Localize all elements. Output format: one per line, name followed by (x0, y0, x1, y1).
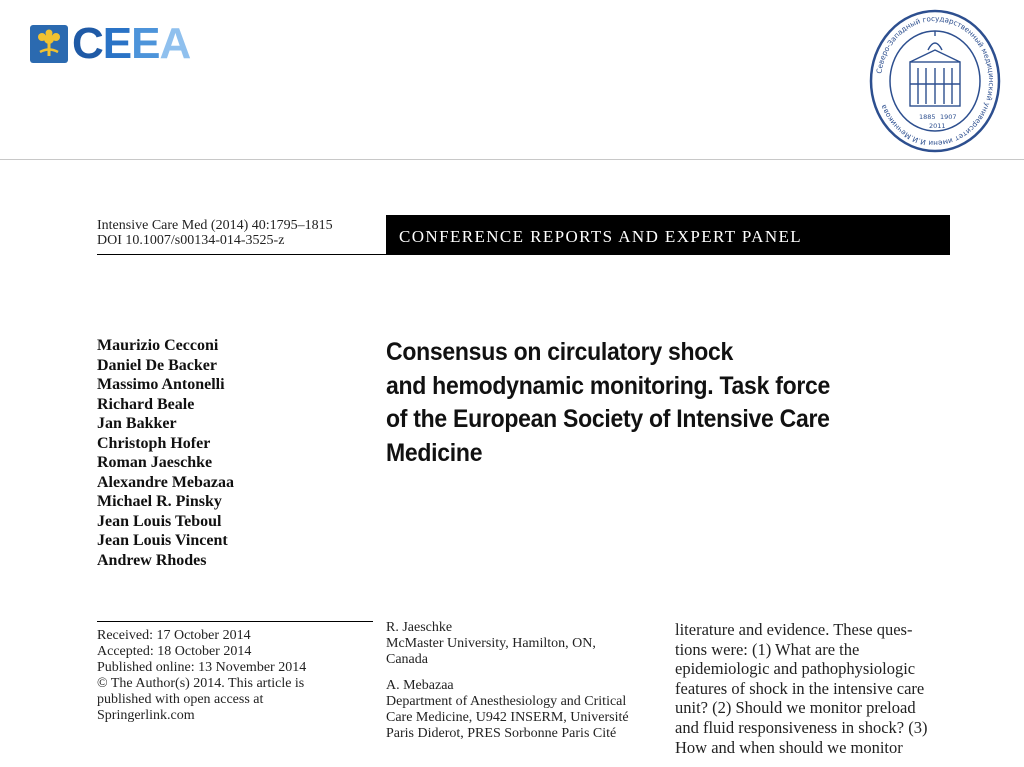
affiliation-line: Care Medicine, U942 INSERM, Université (386, 710, 629, 725)
journal-citation (97, 218, 333, 248)
author-list (97, 336, 234, 570)
journal-rule (97, 254, 386, 255)
body-line: epidemiologic and pathophysiologic (675, 659, 916, 679)
body-paragraph (675, 620, 965, 757)
university-seal (868, 6, 1002, 156)
header-divider (0, 159, 1024, 160)
affiliations (386, 620, 666, 752)
title-line: Consensus on circulatory shock (386, 338, 734, 366)
doi-line: DOI 10.1007/s00134-014-3525-z (97, 233, 285, 248)
title-line: Medicine (386, 438, 483, 467)
author-name: Christoph Hofer (97, 434, 211, 452)
article-history (97, 628, 306, 724)
author-name: Michael R. Pinsky (97, 493, 222, 510)
author-name: Jean Louis Teboul (97, 512, 222, 530)
history-line: Published online: 13 November 2014 (97, 660, 307, 675)
body-line: and fluid responsiveness in shock? (3) (675, 717, 928, 737)
body-line: How and when should we monitor (675, 737, 903, 757)
author-name: Roman Jaeschke (97, 454, 213, 471)
body-line: features of shock in the intensive care (675, 678, 925, 698)
seal-year: 1907 (940, 113, 957, 121)
history-line: published with open access at (97, 692, 264, 707)
author-name: Alexandre Mebazaa (97, 473, 235, 491)
author-name: Richard Beale (97, 395, 195, 413)
author-name: Andrew Rhodes (97, 551, 207, 569)
flower-emblem-icon (30, 25, 68, 63)
author-name: Jean Louis Vincent (97, 532, 228, 549)
title-line: of the European Society of Intensive Care (386, 405, 830, 433)
author-name: Massimo Antonelli (97, 376, 225, 393)
history-line: Received: 17 October 2014 (97, 628, 251, 643)
history-line: Springerlink.com (97, 708, 195, 723)
author-name: Jan Bakker (97, 415, 177, 432)
seal-year: 2011 (929, 122, 946, 130)
title-line: and hemodynamic monitoring. Task force (386, 371, 831, 400)
author-name: Daniel De Backer (97, 356, 217, 374)
logo-letter: E (102, 19, 132, 68)
body-line: unit? (2) Should we monitor preload (675, 698, 916, 718)
affiliation-line: Paris Diderot, PRES Sorbonne Paris Cité (386, 726, 617, 741)
seal-ring-text: Северо-Западный государственный медицинский университет имени И.И.Мечникова (874, 13, 997, 149)
affiliation-block (386, 620, 666, 668)
seal-year: 1885 (919, 113, 936, 121)
section-banner (386, 215, 950, 255)
slide-header (0, 0, 1024, 160)
affiliation-block (386, 678, 666, 742)
section-label: CONFERENCE REPORTS AND EXPERT PANEL (399, 227, 803, 246)
history-line: © The Author(s) 2014. This article is (97, 676, 305, 691)
citation-line: Intensive Care Med (2014) 40:1795–1815 (97, 218, 333, 233)
affiliation-line: Department of Anesthesiology and Critical (386, 694, 627, 709)
ceea-wordmark (72, 19, 191, 68)
affiliation-line: McMaster University, Hamilton, ON, (386, 636, 596, 651)
body-line: literature and evidence. These ques- (675, 620, 913, 639)
ceea-logo (30, 19, 191, 68)
history-line: Accepted: 18 October 2014 (97, 644, 252, 659)
logo-letter: A (159, 19, 191, 68)
history-rule (97, 621, 373, 622)
logo-letter: C (72, 19, 103, 68)
affiliation-author: R. Jaeschke (386, 620, 453, 635)
logo-letter: E (131, 19, 160, 68)
article-title (386, 336, 883, 470)
affiliation-author: A. Mebazaa (386, 678, 454, 693)
affiliation-line: Canada (386, 652, 428, 667)
body-line: tions were: (1) What are the (675, 639, 860, 659)
author-name: Maurizio Cecconi (97, 337, 219, 354)
